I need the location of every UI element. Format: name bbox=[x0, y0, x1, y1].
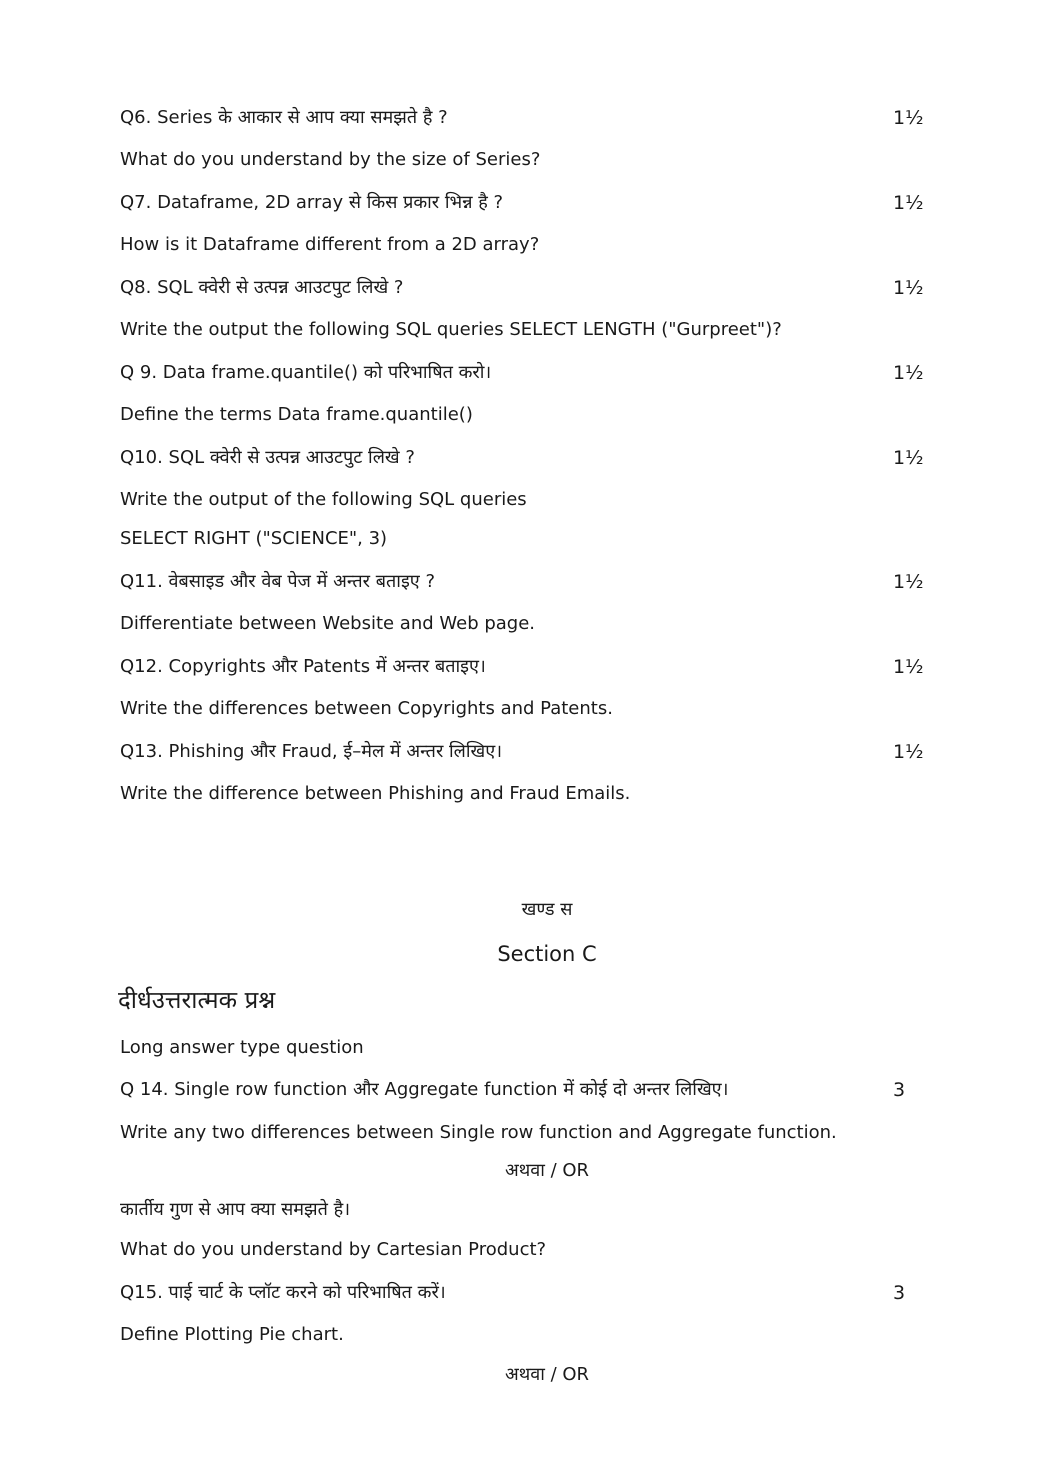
section-heading-english: Long answer type question bbox=[120, 1037, 364, 1058]
marks: 1½ bbox=[893, 571, 924, 593]
section-heading-hindi: दीर्धउत्तरात्मक प्रश्न bbox=[118, 986, 276, 1014]
question-hindi: Q 9. Data frame.quantile() को परिभाषित करो। bbox=[120, 362, 492, 383]
question-hindi-alternative: कार्तीय गुण से आप क्या समझते है। bbox=[120, 1199, 351, 1220]
question-hindi: Q7. Dataframe, 2D array से किस प्रकार भिन्न है ? bbox=[120, 192, 504, 213]
question-english: How is it Dataframe different from a 2D array? bbox=[120, 234, 540, 255]
question-english-query: SELECT RIGHT ("SCIENCE", 3) bbox=[120, 528, 388, 549]
question-hindi: Q8. SQL क्वेरी से उत्पन्न आउटपुट लिखे ? bbox=[120, 277, 404, 298]
question-english: Define Plotting Pie chart. bbox=[120, 1324, 344, 1345]
question-english: Write the output the following SQL queries SELECT LENGTH ("Gurpreet")? bbox=[120, 319, 782, 340]
marks: 1½ bbox=[893, 107, 924, 129]
marks: 1½ bbox=[893, 277, 924, 299]
question-hindi: Q6. Series के आकार से आप क्या समझते है ? bbox=[120, 107, 448, 128]
marks: 3 bbox=[893, 1282, 906, 1304]
question-english: Differentiate between Website and Web page. bbox=[120, 613, 536, 634]
marks: 1½ bbox=[893, 447, 924, 469]
marks: 1½ bbox=[893, 192, 924, 214]
question-english: Write the difference between Phishing and Fraud Emails. bbox=[120, 783, 631, 804]
question-english-alternative: What do you understand by Cartesian Product? bbox=[120, 1239, 547, 1260]
question-hindi: Q11. वेबसाइड और वेब पेज में अन्तर बताइए ? bbox=[120, 571, 436, 592]
marks: 3 bbox=[893, 1079, 906, 1101]
marks: 1½ bbox=[893, 741, 924, 763]
question-hindi: Q 14. Single row function और Aggregate function में कोई दो अन्तर लिखिए। bbox=[120, 1079, 729, 1100]
question-english: Write the output of the following SQL queries bbox=[120, 489, 527, 510]
question-hindi: Q12. Copyrights और Patents में अन्तर बताइए। bbox=[120, 656, 486, 677]
question-hindi: Q15. पाई चार्ट के प्लॉट करने को परिभाषित करें। bbox=[120, 1282, 446, 1303]
question-hindi: Q10. SQL क्वेरी से उत्पन्न आउटपुट लिखे ? bbox=[120, 447, 415, 468]
question-english: What do you understand by the size of Series? bbox=[120, 149, 541, 170]
question-english: Define the terms Data frame.quantile() bbox=[120, 404, 473, 425]
section-title-hindi: खण्ड स bbox=[521, 899, 573, 920]
question-english: Write the differences between Copyrights and Patents. bbox=[120, 698, 613, 719]
marks: 1½ bbox=[893, 362, 924, 384]
question-english: Write any two differences between Single row function and Aggregate function. bbox=[120, 1122, 837, 1143]
marks: 1½ bbox=[893, 656, 924, 678]
or-divider: अथवा / OR bbox=[504, 1364, 590, 1385]
question-hindi: Q13. Phishing और Fraud, ई–मेल में अन्तर लिखिए। bbox=[120, 741, 503, 762]
section-title-english: Section C bbox=[497, 942, 597, 966]
or-divider: अथवा / OR bbox=[504, 1160, 590, 1181]
